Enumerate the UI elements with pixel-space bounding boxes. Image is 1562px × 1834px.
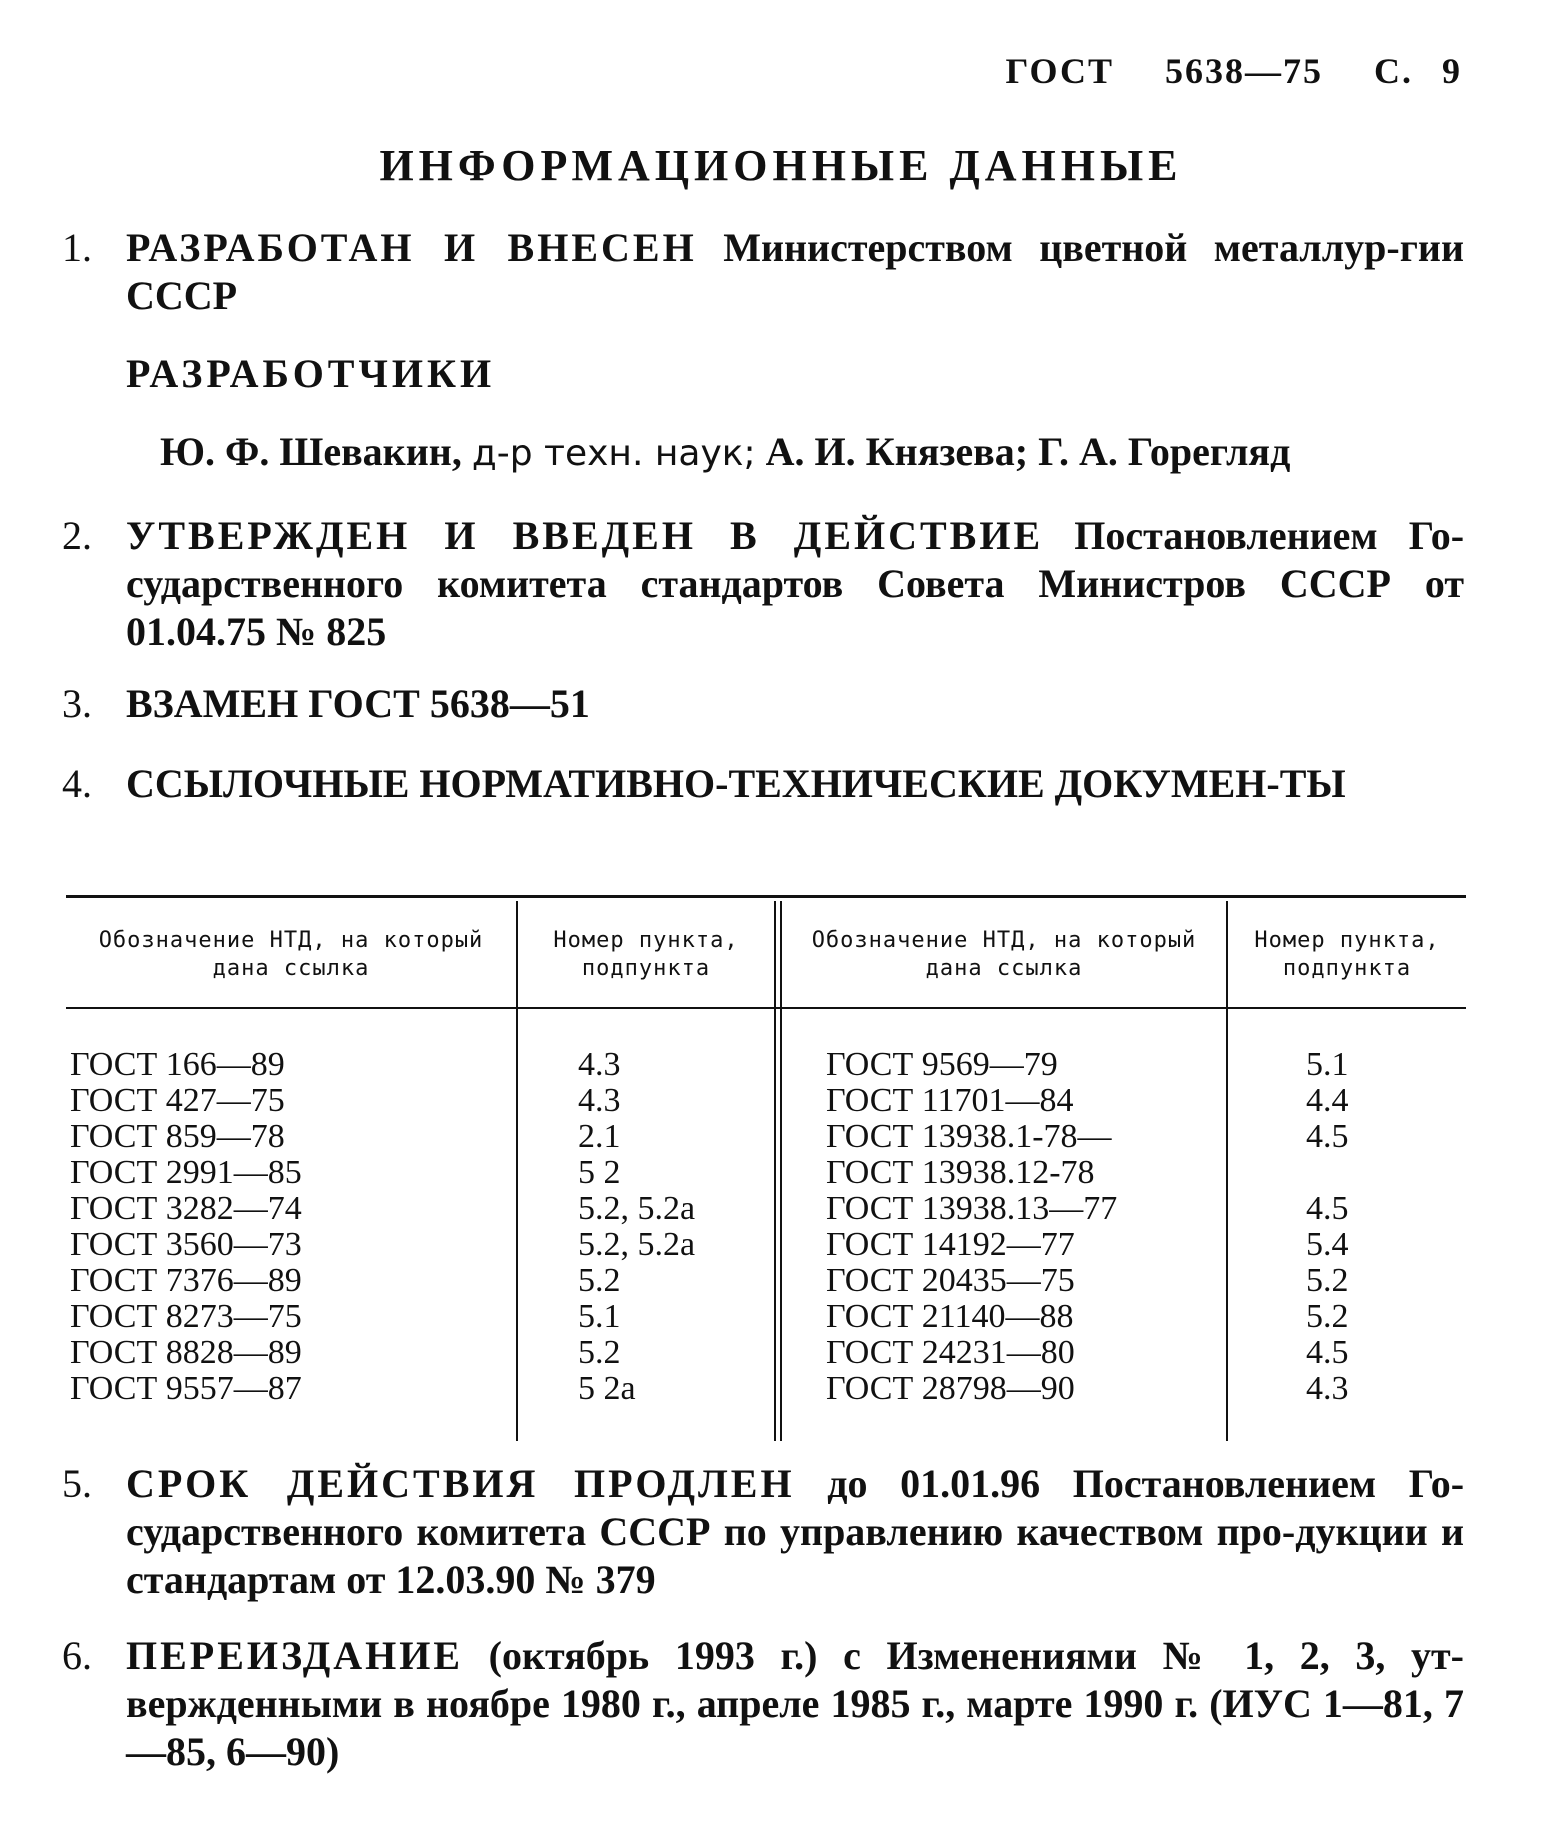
page-title: ИНФОРМАЦИОННЫЕ ДАННЫЕ [379, 141, 1183, 190]
table-cell: ГОСТ 2991—85 [70, 1154, 302, 1191]
table-cell: ГОСТ 166—89 [70, 1046, 285, 1083]
page-number: 9 [1442, 51, 1462, 91]
item-number: 1. [62, 225, 92, 270]
item-text: до 01.01.96 Постановлением Го-сударственного комитета СССР по управлению качеством про-дукции и стандартам от 12.03.90 № 379 [126, 1461, 1465, 1602]
table-cell: 5.2 [1306, 1298, 1349, 1335]
item-number: 5. [62, 1461, 92, 1506]
item-lead: ВЗАМЕН ГОСТ 5638—51 [126, 681, 590, 726]
table-cell: ГОСТ 13938.1-78— [826, 1118, 1112, 1155]
info-item-6 [62, 1632, 1464, 1776]
table-cell: 5.2 [578, 1334, 621, 1371]
info-item-5 [62, 1460, 1464, 1604]
table-cell: ГОСТ 3560—73 [70, 1226, 302, 1263]
table-cell: ГОСТ 13938.13—77 [826, 1190, 1118, 1227]
table-cell: ГОСТ 9557—87 [70, 1370, 302, 1407]
running-header [1006, 50, 1462, 92]
developer-degree: д-р техн. наук; [471, 433, 756, 474]
item-number: 3. [62, 681, 92, 726]
table-cell: ГОСТ 28798—90 [826, 1370, 1075, 1407]
table-cell: ГОСТ 859—78 [70, 1118, 285, 1155]
item-text: Министерством цветной металлур-гии СССР [126, 225, 1465, 318]
table-top-rule [66, 895, 1466, 898]
item-number: 2. [62, 513, 92, 558]
item-lead: РАЗРАБОТАН И ВНЕСЕН [126, 225, 697, 270]
table-cell: 5.4 [1306, 1226, 1349, 1263]
table-cell: 5.2 [578, 1262, 621, 1299]
item-lead: УТВЕРЖДЕН И ВВЕДЕН В ДЕЙСТВИЕ [126, 513, 1044, 558]
table-cell: 5.2, 5.2а [578, 1226, 696, 1263]
info-item-4 [62, 760, 1464, 808]
table-cell: ГОСТ 11701—84 [826, 1082, 1074, 1119]
info-item-2 [62, 512, 1464, 656]
table-cell: 4.3 [1306, 1370, 1349, 1407]
header-doc-left: Обозначение НТД, на который дана ссылка [98, 928, 484, 981]
reference-table [66, 895, 1466, 1440]
info-item-3 [62, 680, 1464, 728]
table-cell: 5 2а [578, 1370, 636, 1407]
header-clause-right: Номер пункта, подпункта [1254, 928, 1440, 981]
standard-label: ГОСТ [1005, 51, 1114, 91]
right-clause-column [1306, 1047, 1349, 1407]
table-cell: 4.4 [1306, 1082, 1349, 1119]
table-header-rule [66, 1007, 1466, 1009]
table-cell: ГОСТ 13938.12-78 [826, 1154, 1095, 1191]
table-cell: 4.5 [1306, 1118, 1349, 1155]
left-doc-column [70, 1047, 302, 1407]
header-doc-right: Обозначение НТД, на который дана ссылка [811, 928, 1197, 981]
left-clause-column [578, 1047, 695, 1407]
table-cell: 5.1 [578, 1298, 621, 1335]
header-clause-left: Номер пункта, подпункта [553, 928, 739, 981]
table-cell: ГОСТ 8828—89 [70, 1334, 302, 1371]
item-lead: СРОК ДЕЙСТВИЯ ПРОДЛЕН [126, 1461, 795, 1506]
item-number: 4. [62, 761, 92, 806]
developers-list [160, 428, 1290, 475]
table-cell: 5.2, 5.2а [578, 1190, 696, 1227]
table-cell: 4.5 [1306, 1190, 1349, 1227]
developers-heading: РАЗРАБОТЧИКИ [126, 351, 496, 396]
table-cell: ГОСТ 3282—74 [70, 1190, 302, 1227]
item-text: (октябрь 1993 г.) с Изменениями № 1, 2, 3, ут-вержденными в ноябре 1980 г., апреле 1985 г., марте 1990 г. (ИУС 1—81, 7—85, 6—90) [126, 1633, 1465, 1774]
table-cell: 4.5 [1306, 1334, 1349, 1371]
right-doc-column [826, 1047, 1117, 1407]
item-lead: ССЫЛОЧНЫЕ НОРМАТИВНО-ТЕХНИЧЕСКИЕ ДОКУМЕН-ТЫ [126, 761, 1346, 806]
table-cell: ГОСТ 9569—79 [826, 1046, 1058, 1083]
table-cell: ГОСТ 20435—75 [826, 1262, 1075, 1299]
info-item-1 [62, 224, 1464, 320]
standard-number: 5638—75 [1165, 51, 1323, 91]
table-cell: ГОСТ 8273—75 [70, 1298, 302, 1335]
table-cell [1306, 1155, 1349, 1191]
table-cell: 4.3 [578, 1046, 621, 1083]
item-lead: ПЕРЕИЗДАНИЕ [126, 1633, 464, 1678]
table-cell: 4.3 [578, 1082, 621, 1119]
item-text: Постановлением Го-сударственного комитета стандартов Совета Министров СССР от 01.04.75 № 825 [126, 513, 1465, 654]
developer-name: Ю. Ф. Шевакин, [160, 429, 462, 474]
table-cell: ГОСТ 24231—80 [826, 1334, 1075, 1371]
item-number: 6. [62, 1633, 92, 1678]
developer-name: Г. А. Горегляд [1038, 429, 1291, 474]
column-divider [774, 901, 776, 1441]
developer-name: А. И. Князева; [765, 429, 1029, 474]
table-cell: 2.1 [578, 1118, 621, 1155]
table-cell: ГОСТ 7376—89 [70, 1262, 302, 1299]
table-cell: 5 2 [578, 1154, 621, 1191]
table-cell: ГОСТ 14192—77 [826, 1226, 1075, 1263]
table-cell: ГОСТ 21140—88 [826, 1298, 1074, 1335]
table-cell: 5.2 [1306, 1262, 1349, 1299]
table-cell: 5.1 [1306, 1046, 1349, 1083]
table-cell: ГОСТ 427—75 [70, 1082, 285, 1119]
page-label: С. [1374, 51, 1413, 91]
